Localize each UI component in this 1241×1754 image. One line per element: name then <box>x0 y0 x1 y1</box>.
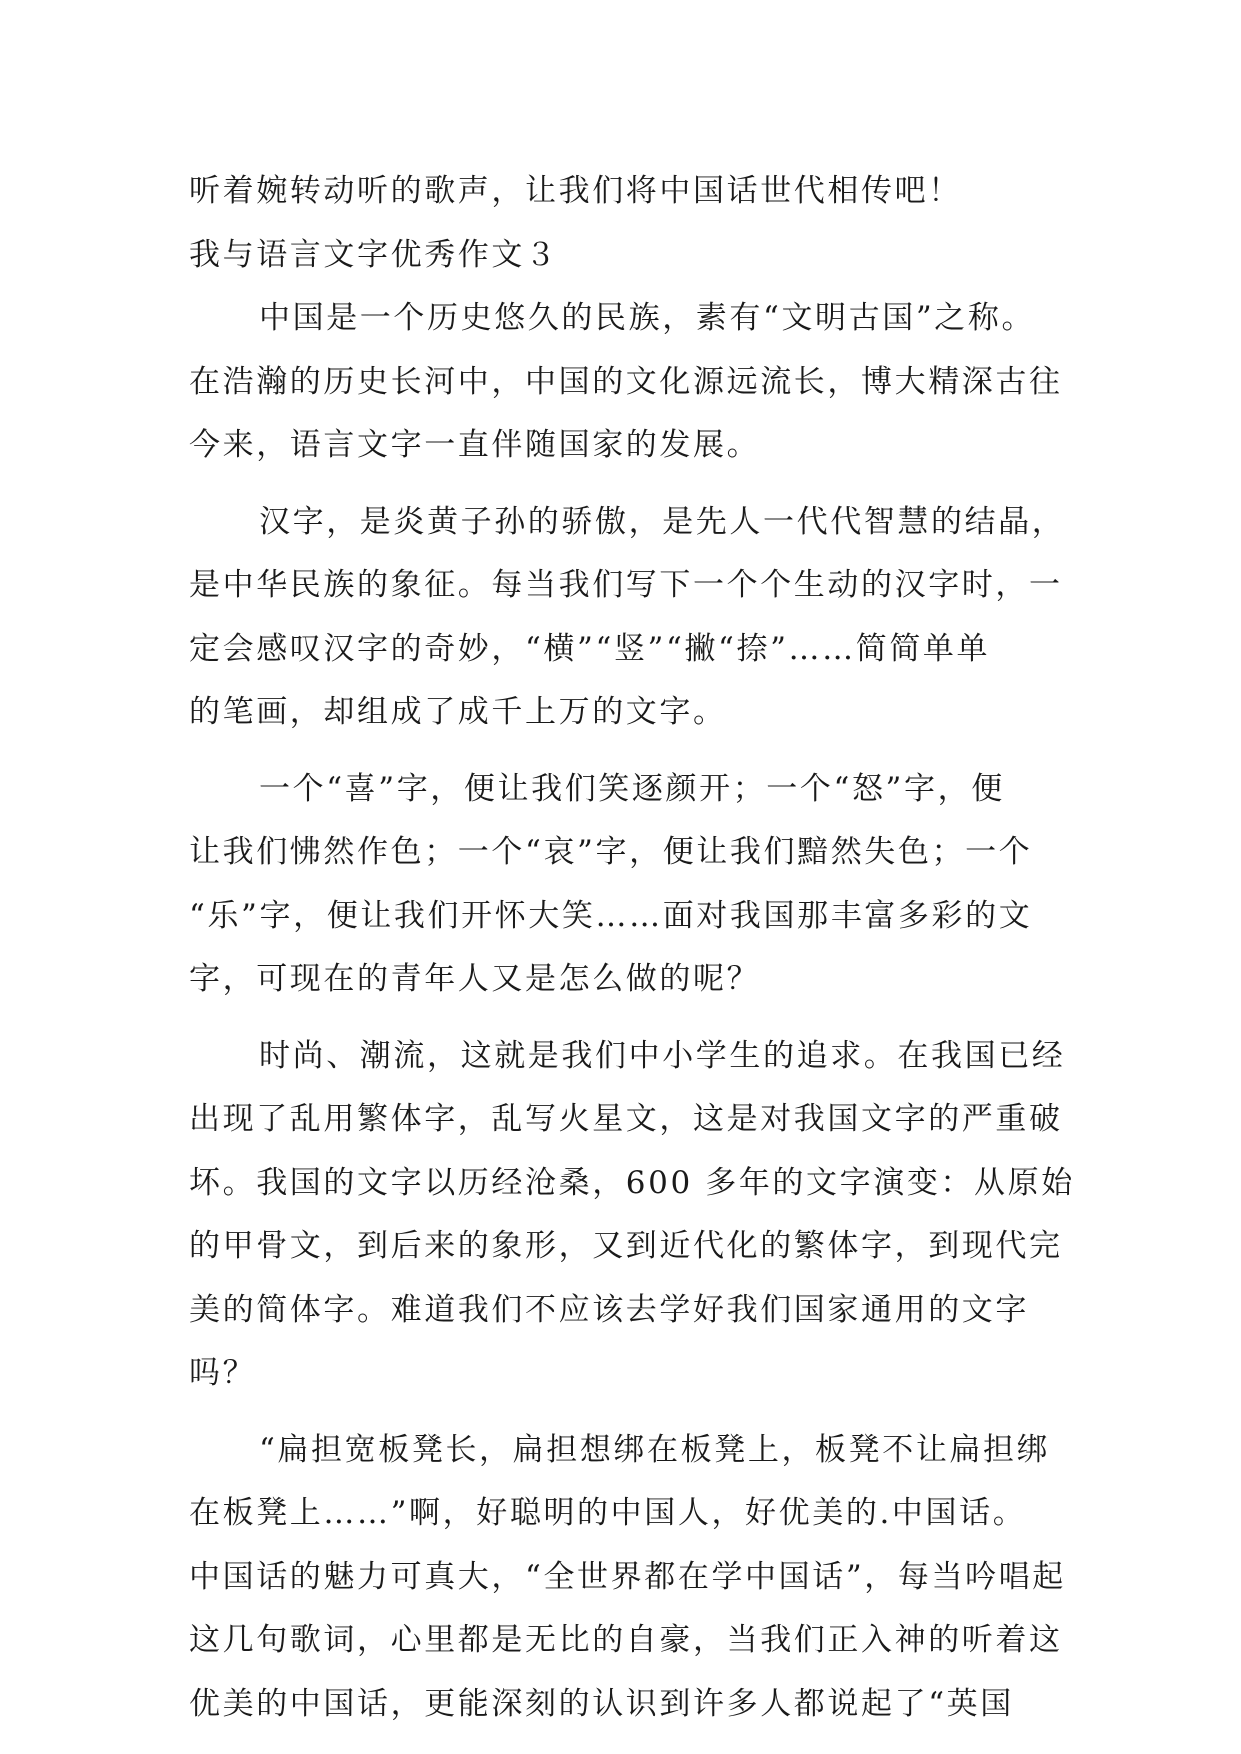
paragraph-3-line-1: 一个“喜”字，便让我们笑逐颜开；一个“怒”字，便 <box>259 770 1005 807</box>
paragraph-1-line-3: 今来，语言文字一直伴随国家的发展。 <box>189 427 761 463</box>
paragraph-2-line-1: 汉字，是炎黄子孙的骄傲，是先人一代代智慧的结晶， <box>259 503 1066 540</box>
paragraph-5-line-5: 优美的中国话，更能深刻的认识到许多人都说起了“英国 <box>189 1685 1014 1722</box>
paragraph-4-line-5: 美的简体字。难道我们不应该去学好我们国家通用的文字 <box>189 1291 1029 1328</box>
paragraph-4-line-3: 坏。我国的文字以历经沧桑，600 多年的文字演变：从原始 <box>189 1164 1075 1201</box>
essay-title: 我与语言文字优秀作文３ <box>189 236 559 273</box>
paragraph-2-line-2: 是中华民族的象征。每当我们写下一个个生动的汉字时，一 <box>189 567 1063 603</box>
essay-body <box>189 160 1075 1736</box>
paragraph-3-line-2: 让我们怫然作色；一个“哀”字，便让我们黯然失色；一个 <box>189 834 1033 870</box>
paragraph-3-line-4: 字，可现在的青年人又是怎么做的呢？ <box>189 961 761 997</box>
paragraph-2-line-3: 定会感叹汉字的奇妙，“横”“竖”“撇“捺”……简简单单 <box>189 630 991 667</box>
paragraph-3-line-3: “乐”字，便让我们开怀大笑……面对我国那丰富多彩的文 <box>189 897 1033 934</box>
paragraph-5-line-4: 这几句歌词，心里都是无比的自豪，当我们正入神的听着这 <box>189 1622 1063 1658</box>
paragraph-1-line-2: 在浩瀚的历史长河中，中国的文化源远流长，博大精深古往 <box>189 363 1063 400</box>
paragraph-2-line-4: 的笔画，却组成了成千上万的文字。 <box>189 694 727 730</box>
paragraph-4-line-4: 的甲骨文，到后来的象形，又到近代化的繁体字，到现代完 <box>189 1228 1063 1264</box>
paragraph-4-line-2: 出现了乱用繁体字，乱写火星文，这是对我国文字的严重破 <box>189 1101 1063 1137</box>
paragraph-5-line-2: 在板凳上……”啊，好聪明的中国人，好优美的.中国话。 <box>189 1495 1027 1531</box>
paragraph-5-line-1: “扁担宽板凳长，扁担想绑在板凳上，板凳不让扁担绑 <box>259 1431 1051 1468</box>
paragraph-5-line-3: 中国话的魅力可真大，“全世界都在学中国话”，每当吟唱起 <box>189 1558 1066 1595</box>
paragraph-4-line-6: 吗？ <box>189 1355 257 1391</box>
essay-line-closing: 听着婉转动听的歌声，让我们将中国话世代相传吧！ <box>189 173 962 209</box>
paragraph-4-line-1: 时尚、潮流，这就是我们中小学生的追求。在我国已经 <box>259 1037 1066 1074</box>
paragraph-1-line-1: 中国是一个历史悠久的民族，素有“文明古国”之称。 <box>259 300 1036 336</box>
